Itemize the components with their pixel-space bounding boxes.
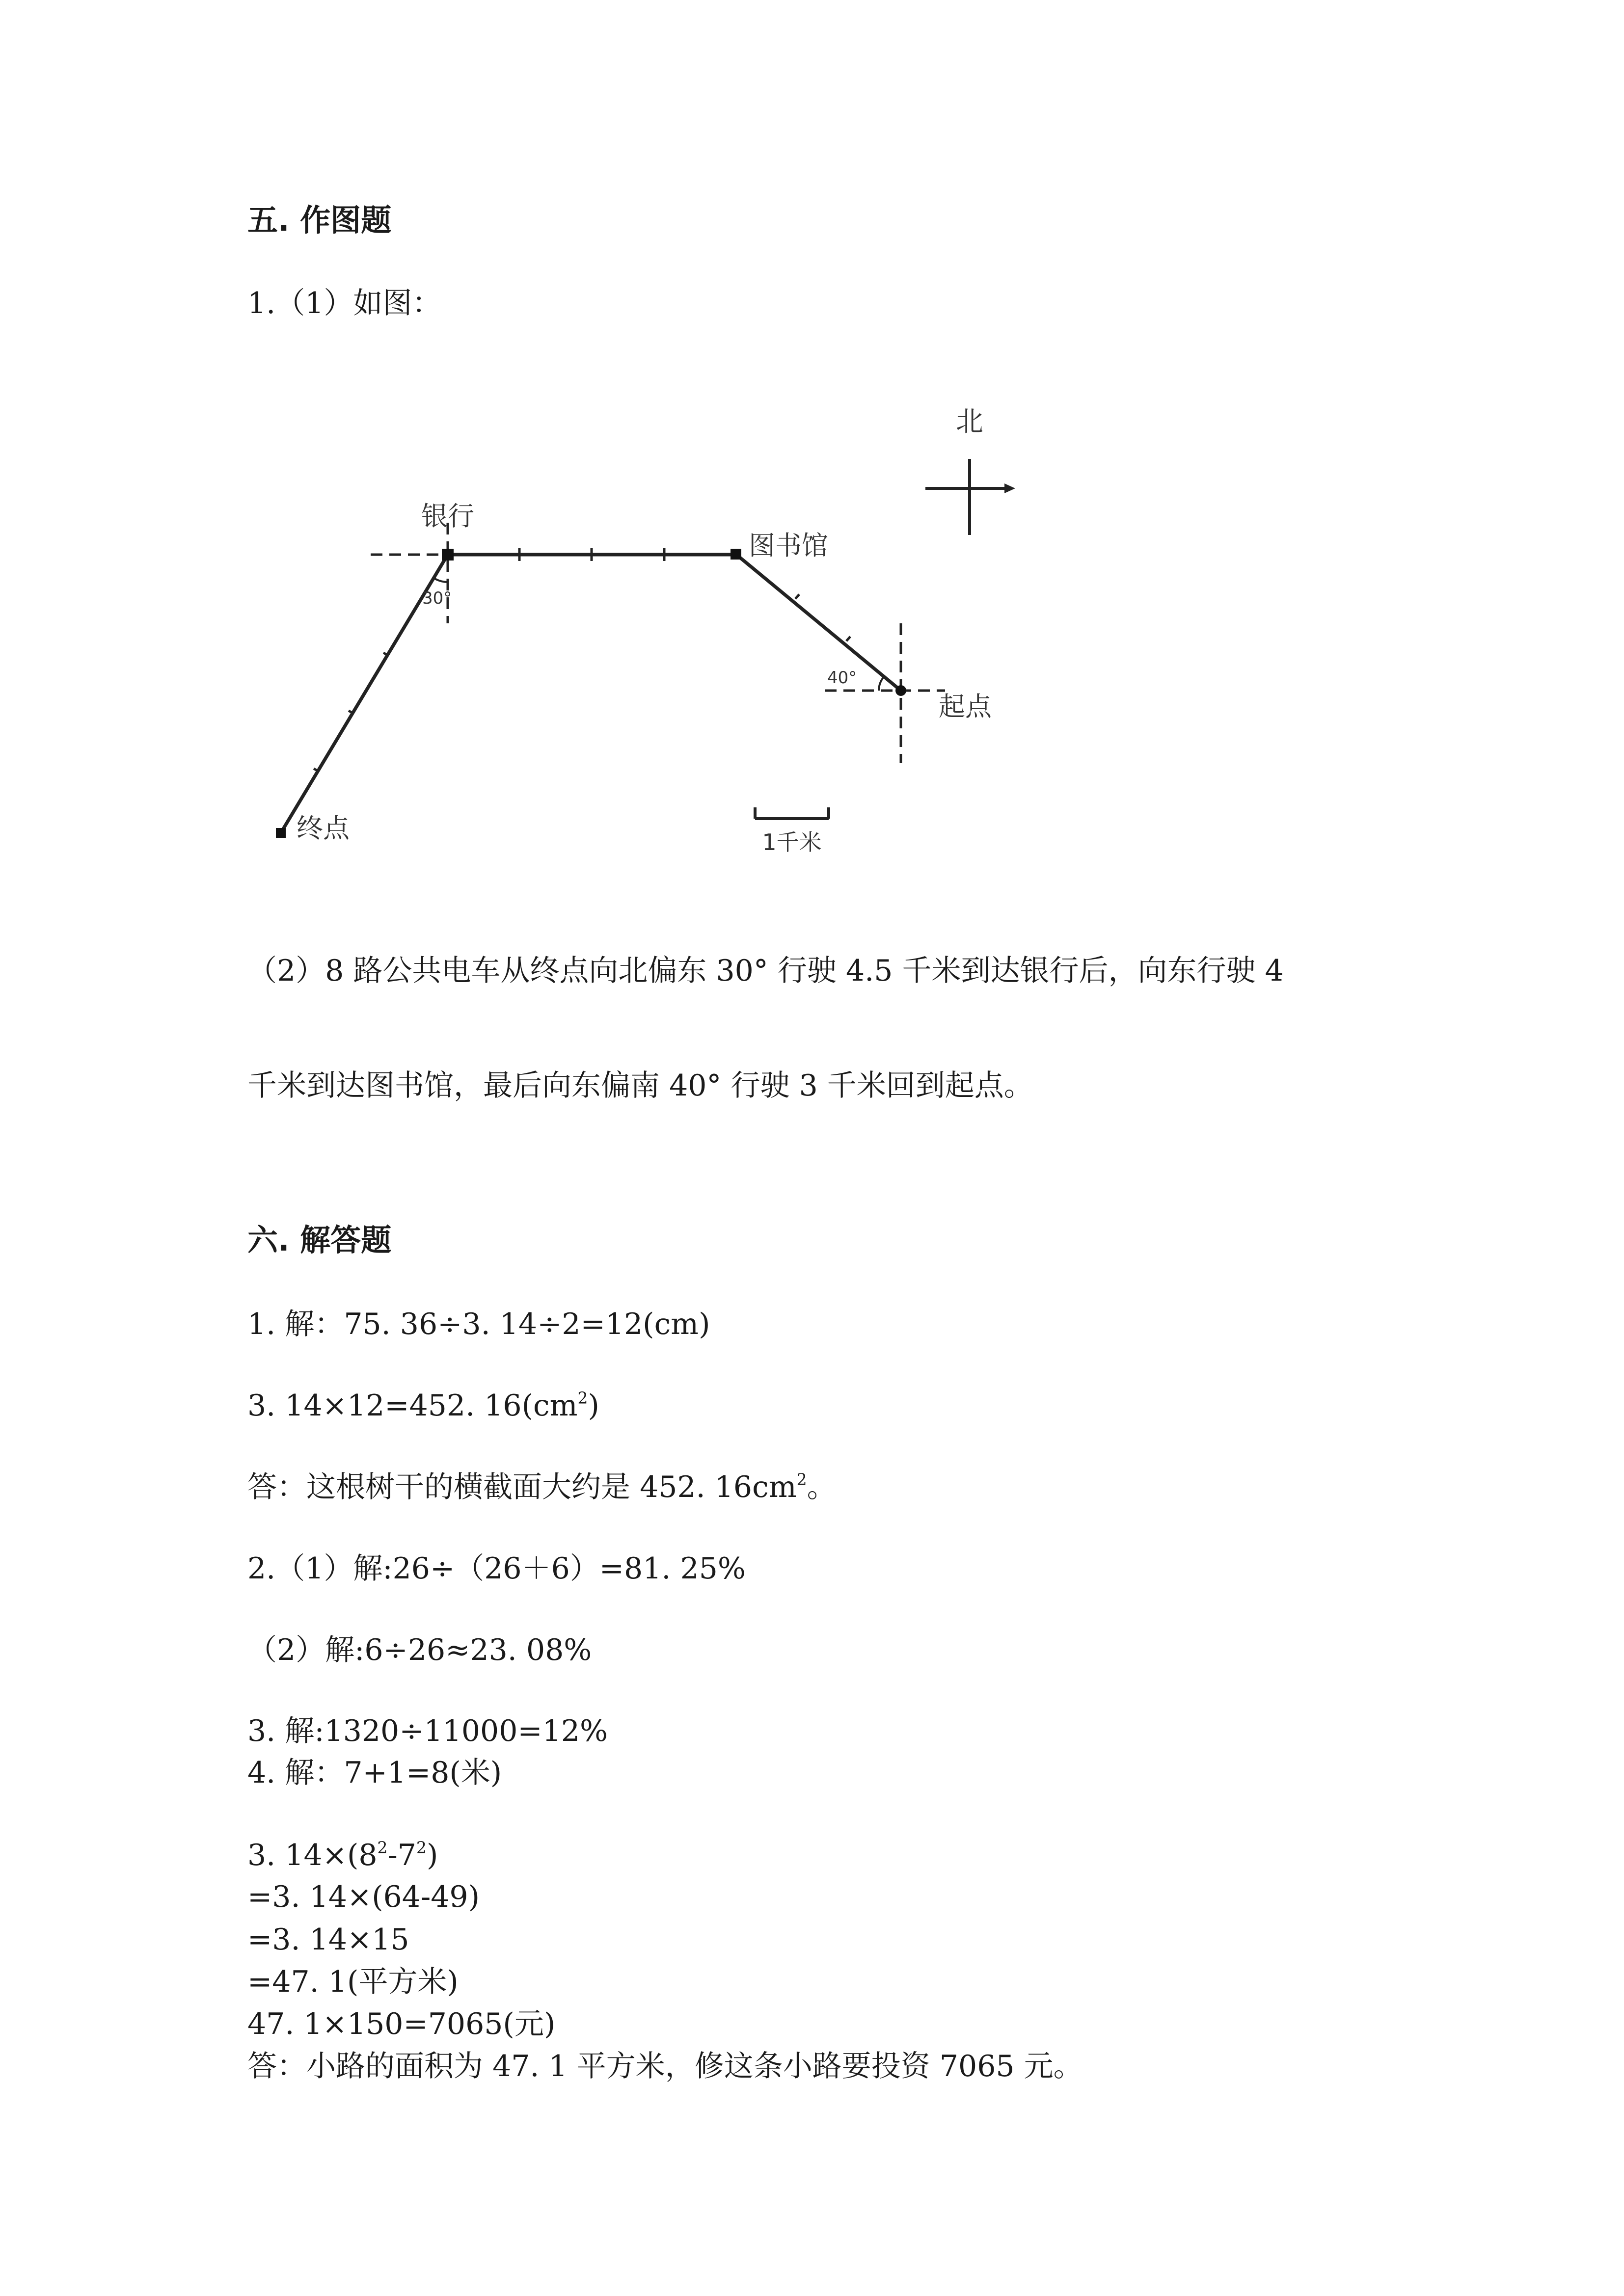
q4-line4: =3. 14×15 [247,1922,409,1957]
angle-label-40: 40° [827,668,857,688]
q1-line2: 3. 14×12=452. $16(cm^2)$ [247,1388,599,1423]
start-label: 起点 [939,691,992,722]
q1-line1: 1. 解：75. 36÷3. 14÷2=12(cm) [247,1307,710,1341]
library-to-start-segment [736,555,901,691]
q4-answer: 答：小路的面积为 47. 1 平方米，修这条小路要投资 7065 元。 [247,2049,1083,2083]
angle-arc-30 [434,578,448,582]
angle-label-30: 30° [422,588,452,608]
section-6-title: 六. 解答题 [247,1222,392,1258]
bank-label: 银行 [421,501,474,532]
q3-line1: 3. 解:1320÷11000=12% [247,1714,608,1748]
bank-point [442,549,454,561]
north-label: 北 [956,406,983,438]
section-5-title: 五. 作图题 [247,202,392,238]
q4-line3: =3. 14×(64-49) [247,1880,480,1914]
end-point [276,828,286,838]
q1-part1-label: 1.（1）如图： [247,286,442,320]
q1-answer: 答：这根树干的横截面大约是 452. $16cm^2$。 [247,1469,837,1504]
angle-arc-40 [879,676,884,691]
q4-line6: 47. 1×150=7065(元) [247,2007,556,2041]
q4-line5: =47. 1(平方米) [247,1965,459,1999]
q1-part2-line1: （2）8 路公共电车从终点向北偏东 30° 行驶 4.5 千米到达银行后，向东行驶 4 [247,954,1284,988]
end-label: 终点 [297,813,350,844]
library-label: 图书馆 [749,530,828,561]
q4-line1: 4. 解：7+1=8(米) [247,1756,502,1790]
q2-line1: 2.（1）解:26÷（26＋6）=81. 25% [247,1551,746,1586]
compass-icon [925,459,1015,535]
scale-bar [755,807,829,819]
q4-line2: 3. $14\times(8^2-7^2)$ [247,1838,438,1872]
scale-label: 1千米 [762,829,822,855]
q1-part2-line2: 千米到达图书馆，最后向东偏南 40° 行驶 3 千米回到起点。 [247,1068,1033,1103]
library-point [731,549,741,560]
q2-line2: （2）解:6÷26≈23. 08% [247,1633,592,1667]
start-point [895,685,906,696]
